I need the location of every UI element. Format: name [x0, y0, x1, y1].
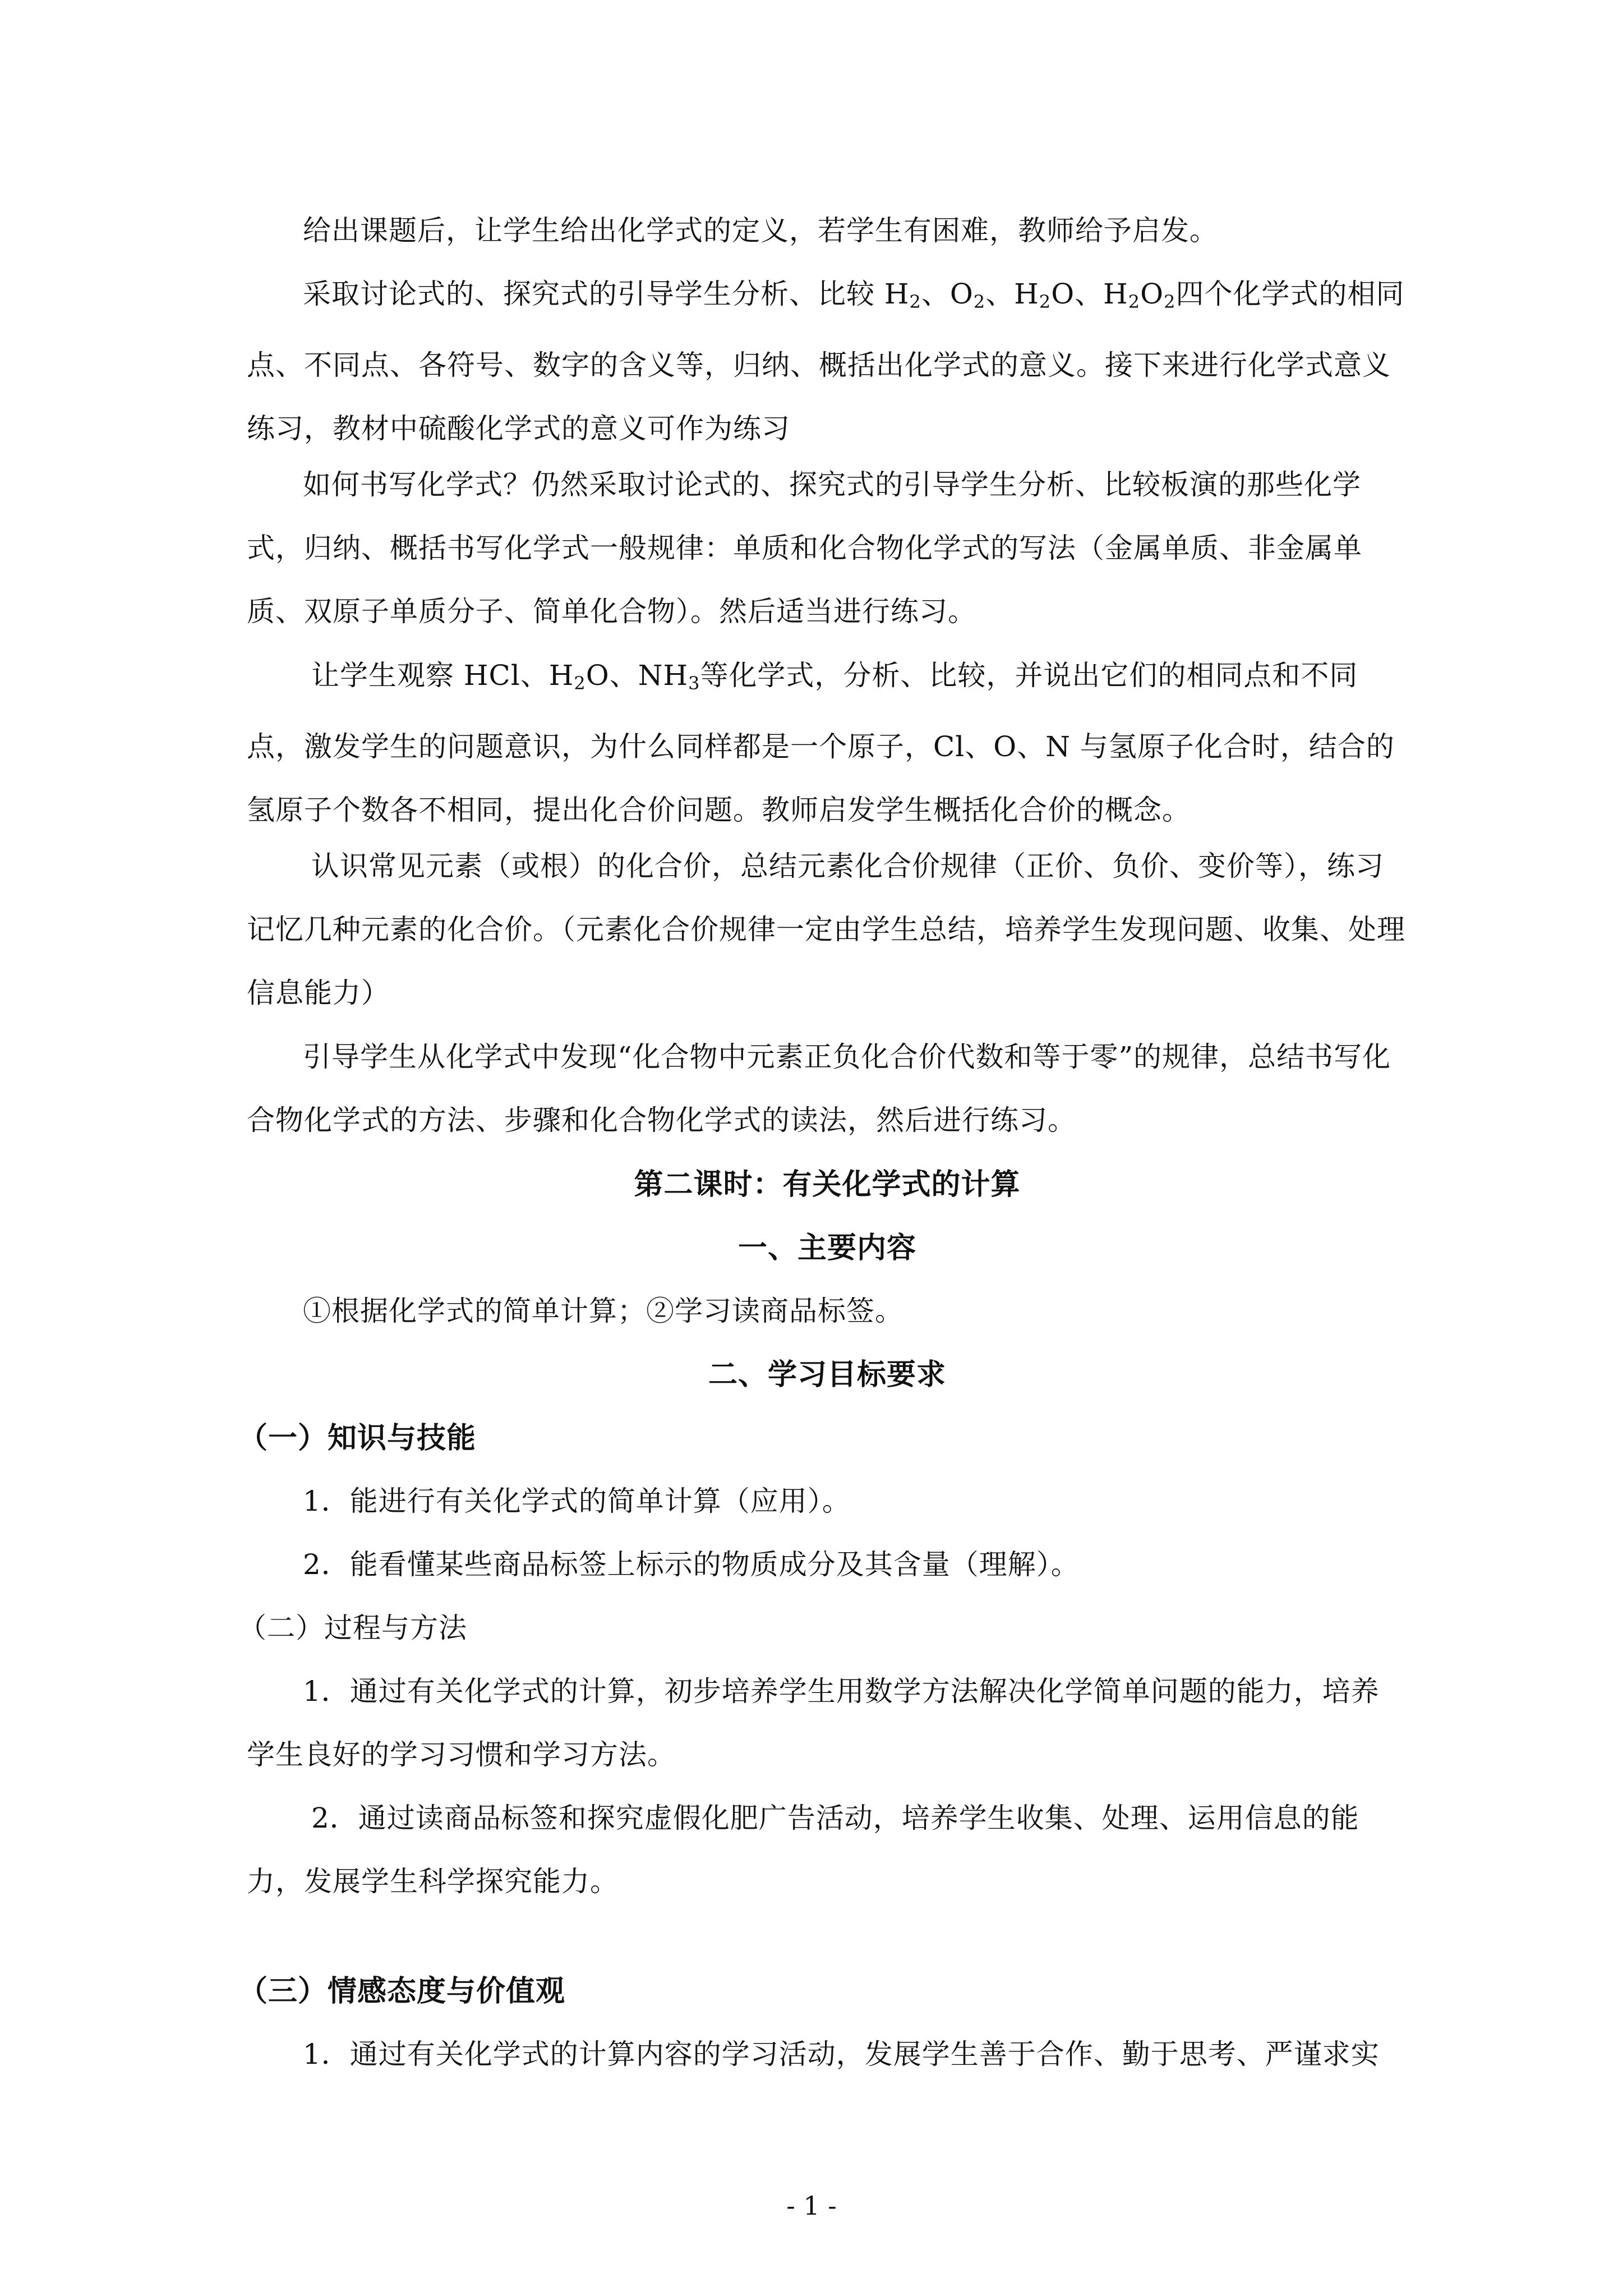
paragraph-writing-formula: 如何书写化学式？仍然采取讨论式的、探究式的引导学生分析、比较板演的那些化学式，归纳、概括书写化学式一般规律：单质和化合物化学式的写法（金属单质、非金属单质、双原子单质分子、简单化合物）。然后适当进行练习。 — [247, 468, 1362, 628]
list-item: 1．能进行有关化学式的简单计算（应用）。 — [303, 1485, 851, 1517]
list-item: 2．能看懂某些商品标签上标示的物质成分及其含量（理解）。 — [303, 1548, 1080, 1581]
section-title: 第二课时：有关化学式的计算 — [634, 1167, 1021, 1202]
paragraph-formula-meaning: 采取讨论式的、探究式的引导学生分析、比较 $H_2$、$O_2$、$H_2O$、$H_2O_2$四个化学式的相同点、不同点、各符号、数字的含义等，归纳、概括出化学式的意义。接下来进行化学式意义练习，教材中硫酸化学式的意义可作为练习 — [247, 278, 1405, 445]
list-item: 1．通过有关化学式的计算内容的学习活动，发展学生善于合作、勤于思考、严谨求实 — [303, 2038, 1380, 2070]
paragraph-valence-intro: 让学生观察 HCl、$H_2O$、$NH_3$等化学式，分析、比较，并说出它们的相同点和不同点，激发学生的问题意识，为什么同样都是一个原子，Cl、O、N 与氢原子化合时，结合的氢原子个数各不相同，提出化合价问题。教师启发学生概括化合价的概念。 — [247, 659, 1395, 826]
subheading-attitude-values: （三）情感态度与价值观 — [238, 1974, 566, 2008]
subheading-knowledge-skills: （一）知识与技能 — [238, 1421, 477, 1455]
list-item: 1．通过有关化学式的计算，初步培养学生用数学方法解决化学简单问题的能力，培养学生良好的学习习惯和学习方法。 — [247, 1675, 1380, 1771]
subheading-process-method: （二）过程与方法 — [238, 1612, 467, 1644]
heading-main-content: 一、主要内容 — [737, 1231, 916, 1265]
page-number: - 1 - — [786, 2191, 837, 2221]
paragraph-valence-rules: 认识常见元素（或根）的化合价，总结元素化合价规律（正价、负价、变价等），练习记忆几种元素的化合价。（元素化合价规律一定由学生总结，培养学生发现问题、收集、处理信息能力） — [247, 850, 1405, 1009]
main-content-text: ①根据化学式的简单计算；②学习读商品标签。 — [303, 1295, 903, 1327]
paragraph-valence-sum: 引导学生从化学式中发现“化合物中元素正负化合价代数和等于零”的规律，总结书写化合物化学式的方法、步骤和化合物化学式的读法，然后进行练习。 — [247, 1041, 1391, 1137]
list-item: 2．通过读商品标签和探究虚假化肥广告活动，培养学生收集、处理、运用信息的能力，发展学生科学探究能力。 — [247, 1802, 1359, 1898]
paragraph-intro: 给出课题后，让学生给出化学式的定义，若学生有困难，教师给予启发。 — [303, 214, 1218, 247]
heading-learning-goals: 二、学习目标要求 — [708, 1358, 946, 1392]
